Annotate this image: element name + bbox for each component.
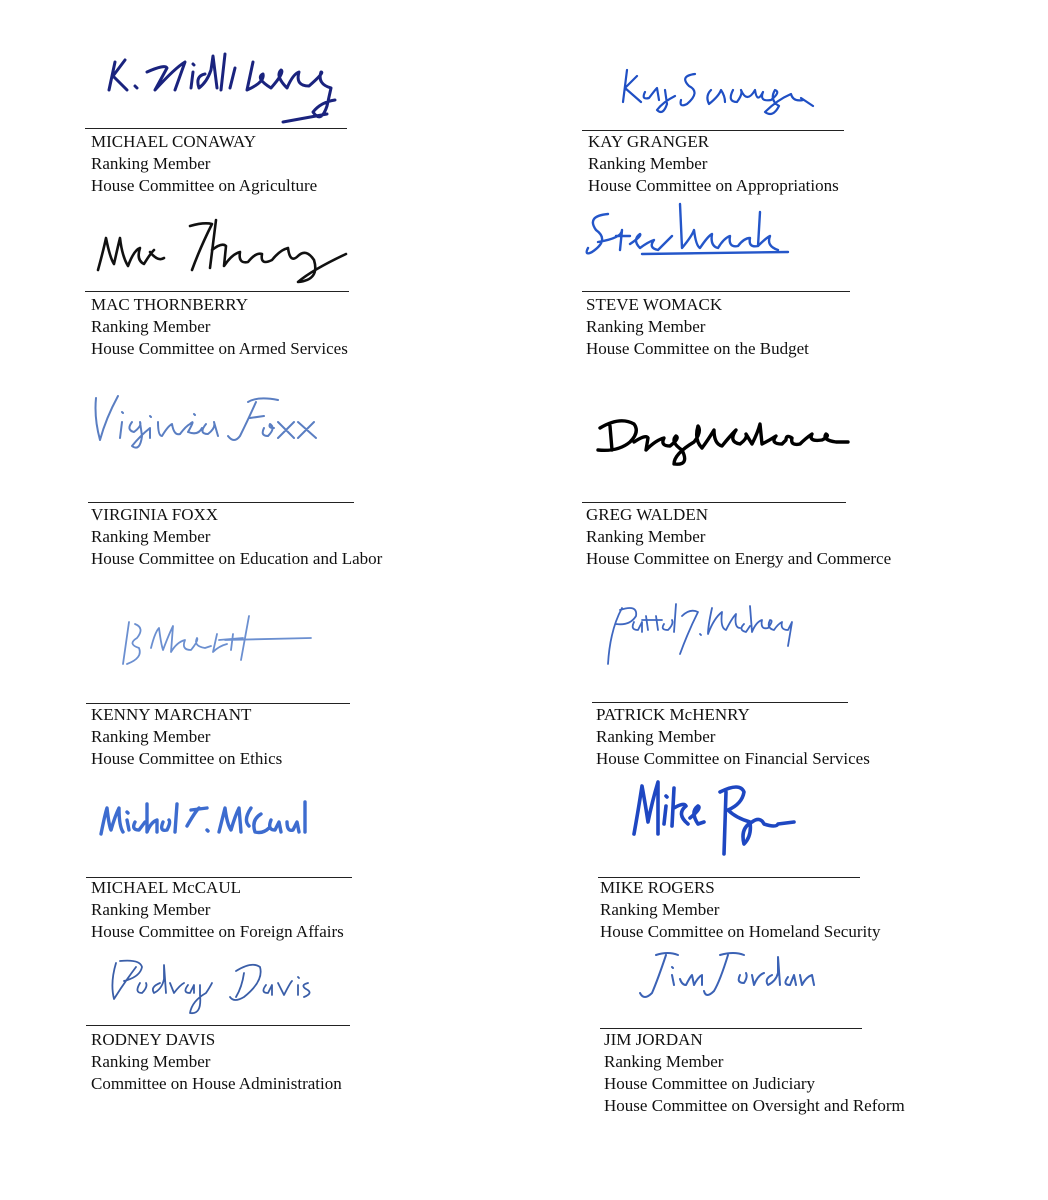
signatory-committee: House Committee on Energy and Commerce xyxy=(586,549,892,568)
signatory-name: KENNY MARCHANT xyxy=(91,705,252,724)
signatory-title: Ranking Member xyxy=(588,154,708,173)
signature-davis xyxy=(100,953,320,1028)
signature-mchenry xyxy=(598,590,798,675)
signature-womack xyxy=(582,200,792,265)
signatory-title: Ranking Member xyxy=(586,527,706,546)
signatory-title: Ranking Member xyxy=(91,1052,211,1071)
signatory-name: STEVE WOMACK xyxy=(586,295,723,314)
signatory-committee: House Committee on Agriculture xyxy=(91,176,318,195)
signatory-title: Ranking Member xyxy=(600,900,720,919)
signatory-committee: House Committee on Homeland Security xyxy=(600,922,881,941)
signatory-committee: Committee on House Administration xyxy=(91,1074,342,1093)
signatory-committee: House Committee on Judiciary xyxy=(604,1074,816,1093)
signatory-committee: House Committee on Appropriations xyxy=(588,176,839,195)
signatory-title: Ranking Member xyxy=(91,527,211,546)
signatory-title: Ranking Member xyxy=(91,317,211,336)
signatory-committee: House Committee on Oversight and Reform xyxy=(604,1096,905,1115)
signatory-name: MICHAEL McCAUL xyxy=(91,878,241,897)
signature-thornberry xyxy=(92,208,352,288)
signature-foxx xyxy=(88,388,328,460)
signatory-name: JIM JORDAN xyxy=(604,1030,703,1049)
signatory-name: VIRGINIA FOXX xyxy=(91,505,219,524)
signatory-name: PATRICK McHENRY xyxy=(596,705,750,724)
signature-rogers xyxy=(628,772,798,857)
signatory-name: MIKE ROGERS xyxy=(600,878,715,897)
signature-granger xyxy=(615,60,825,120)
signatory-committee: House Committee on Education and Labor xyxy=(91,549,383,568)
signatory-committee: House Committee on Foreign Affairs xyxy=(91,922,344,941)
signatory-title: Ranking Member xyxy=(91,900,211,919)
signatory-committee: House Committee on Armed Services xyxy=(91,339,348,358)
signature-marchant xyxy=(115,610,315,670)
signatory-committee: House Committee on Financial Services xyxy=(596,749,870,768)
signatory-name: MAC THORNBERRY xyxy=(91,295,248,314)
signature-walden xyxy=(590,410,860,470)
signatory-title: Ranking Member xyxy=(91,727,211,746)
signatory-title: Ranking Member xyxy=(91,154,211,173)
signature-jordan xyxy=(636,945,821,1005)
signature-conaway xyxy=(95,42,345,132)
signatory-title: Ranking Member xyxy=(596,727,716,746)
signature-mccaul xyxy=(95,790,320,850)
signatory-name: KAY GRANGER xyxy=(588,132,710,151)
signatory-name: MICHAEL CONAWAY xyxy=(91,132,257,151)
signatory-committee: House Committee on the Budget xyxy=(586,339,809,358)
signatory-title: Ranking Member xyxy=(586,317,706,336)
signatory-name: GREG WALDEN xyxy=(586,505,708,524)
signatory-title: Ranking Member xyxy=(604,1052,724,1071)
signatory-committee: House Committee on Ethics xyxy=(91,749,283,768)
signatory-name: RODNEY DAVIS xyxy=(91,1030,216,1049)
